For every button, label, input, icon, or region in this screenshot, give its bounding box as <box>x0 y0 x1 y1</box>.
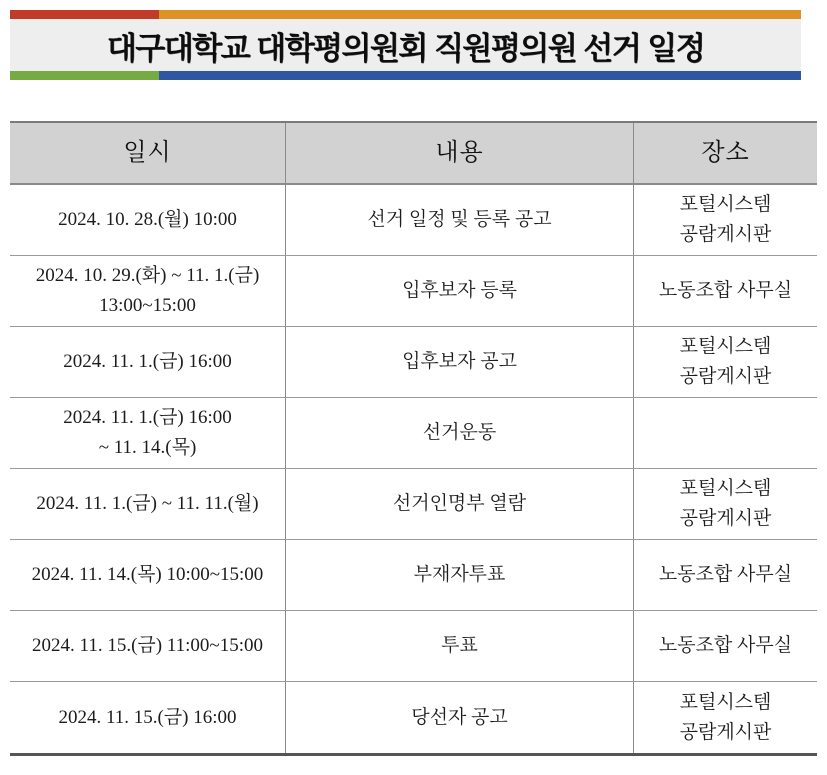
cell-content: 선거 일정 및 등록 공고 <box>285 185 633 255</box>
cell-place: 노동조합 사무실 <box>633 611 817 681</box>
cell-place: 노동조합 사무실 <box>633 256 817 326</box>
cell-content: 선거운동 <box>285 398 633 468</box>
table-row <box>10 256 817 327</box>
table-row <box>10 611 817 682</box>
column-header-content-label: 내용 <box>435 140 484 166</box>
banner-bottom-bar-green-segment <box>10 71 159 80</box>
cell-content: 입후보자 공고 <box>285 327 633 397</box>
cell-content: 투표 <box>285 611 633 681</box>
cell-datetime: 2024. 11. 1.(금) ~ 11. 11.(월) <box>36 493 259 514</box>
cell-place: 포털시스템 공람게시판 <box>633 185 817 255</box>
cell-datetime: 2024. 11. 14.(목) 10:00~15:00 <box>31 564 264 585</box>
cell-place: 노동조합 사무실 <box>633 540 817 610</box>
title-band <box>10 19 801 71</box>
table-row <box>10 185 817 256</box>
cell-datetime: 2024. 11. 15.(금) 16:00 <box>58 706 237 728</box>
table-header-row <box>10 123 817 185</box>
cell-datetime: 2024. 10. 29.(화) ~ 11. 1.(금) 13:00~15:00 <box>35 265 260 316</box>
column-header-place-label: 장소 <box>701 140 750 166</box>
cell-place: 포털시스템 공람게시판 <box>633 327 817 397</box>
banner-top-bar-red-segment <box>10 10 159 19</box>
cell-content: 입후보자 등록 <box>285 256 633 326</box>
table-row <box>10 540 817 611</box>
banner-bottom-bar <box>10 71 801 80</box>
table-row <box>10 682 817 753</box>
cell-place: 포털시스템 공람게시판 <box>633 682 817 753</box>
table-row <box>10 469 817 540</box>
banner-top-bar <box>10 10 801 19</box>
column-header-content <box>285 123 633 183</box>
cell-content: 부재자투표 <box>285 540 633 610</box>
column-header-datetime <box>10 123 285 183</box>
column-header-place <box>633 123 817 183</box>
cell-place <box>633 398 817 468</box>
cell-datetime: 2024. 11. 1.(금) 16:00 <box>63 351 232 372</box>
page-title: 대구대학교 대학평의원회 직원평의원 선거 일정 <box>106 30 705 66</box>
cell-content: 당선자 공고 <box>285 682 633 753</box>
column-header-datetime-label: 일시 <box>123 140 172 166</box>
banner-bottom-bar-blue-segment <box>159 71 801 80</box>
table-row <box>10 327 817 398</box>
cell-datetime: 2024. 11. 15.(금) 11:00~15:00 <box>32 635 263 656</box>
schedule-table <box>10 121 817 756</box>
banner-top-bar-orange-segment <box>159 10 801 19</box>
table-row <box>10 398 817 469</box>
cell-content: 선거인명부 열람 <box>285 469 633 539</box>
cell-place: 포털시스템 공람게시판 <box>633 469 817 539</box>
cell-datetime: 2024. 11. 1.(금) 16:00 ~ 11. 14.(목) <box>63 407 232 458</box>
title-banner <box>10 10 801 80</box>
cell-datetime: 2024. 10. 28.(월) 10:00 <box>58 209 237 230</box>
